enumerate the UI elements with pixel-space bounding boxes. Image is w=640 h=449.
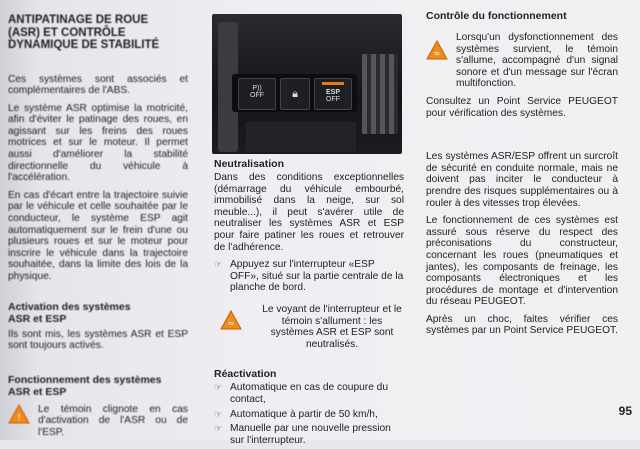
reactivation-bullet-2 (214, 409, 404, 421)
esp-warning-triangle-icon (220, 310, 242, 330)
title-line-2: (ASR) ET CONTRÔLE (8, 26, 126, 39)
pointing-hand-icon: ☞ (214, 259, 223, 270)
reactivation-bullet-text: Manuelle par une nouvelle pression sur l'interrupteur. (230, 423, 391, 446)
reactivation-bullet-text: Automatique en cas de coupure du contact, (230, 382, 389, 405)
right-column (426, 10, 618, 343)
esp-warning-triangle-icon (426, 40, 448, 60)
parking-button-label: OFF (250, 92, 264, 99)
pointing-hand-icon: ☞ (214, 408, 223, 419)
lock-button (280, 78, 310, 110)
esp-button-sublabel: OFF (326, 96, 340, 103)
control-consult-text: Consultez un Point Service PEUGEOT pour vérification des systèmes. (426, 95, 618, 119)
right-para-2: Le fonctionnement de ces systèmes est assuré sous réserve du respect des préconisations du constructeur, concernant les roues (pneumatiques et jantes), les composants de freinage, les composants électroniques et les procédures de montage et d'intervention du réseau PEUGEOT. (426, 215, 618, 308)
dashboard-switch-photo (212, 14, 402, 154)
left-para-3: En cas d'écart entre la trajectoire suivie par le véhicule et celle souhaitée par le conducteur, le système ESP agit automatiquement sur le frein d'une ou plusieurs roues et sur le moteur pour inscrire le véhicule dans la trajectoire souhaitée, dans la limite des lois de la physique. (8, 189, 188, 282)
control-warning (426, 32, 618, 96)
activation-title-line-1: Activation des systèmes (8, 300, 131, 313)
activation-title-line-2: ASR et ESP (8, 312, 67, 325)
left-column (8, 14, 188, 445)
spacer (426, 125, 618, 151)
neutralisation-warning-text: Le voyant de l'interrupteur et le témoin s'allument : les systèmes ASR et ESP sont neutralisés. (262, 303, 402, 350)
esp-lamp (322, 82, 344, 85)
reactivation-bullet-text: Automatique à partir de 50 km/h, (230, 408, 378, 420)
reactivation-bullet-1 (214, 382, 404, 405)
middle-column (214, 158, 404, 449)
left-para-2: Le système ASR optimise la motricité, afin d'éviter le patinage des roues, en agissant sur les freins des roues motrices et sur le moteur. Il permet aussi d'améliorer la stabilité directionnelle du véhicule à l'accélération. (8, 102, 188, 184)
esp-off-button (314, 78, 352, 110)
svg-text:≈: ≈ (433, 49, 441, 58)
reactivation-bullet-3 (214, 423, 404, 446)
reactivation-title: Réactivation (214, 368, 277, 381)
neutralisation-title: Neutralisation (214, 158, 285, 170)
right-para-1: Les systèmes ASR/ESP offrent un surcroît de sécurité en conduite normale, mais ne doivent pas inciter le conducteur à prendre des risques supplémentaires ou à rouler à des vitesses trop élevées. (426, 151, 618, 209)
svg-text:≈: ≈ (227, 318, 235, 328)
title-line-1: ANTIPATINAGE DE ROUE (8, 14, 149, 26)
pointing-hand-icon: ☞ (214, 423, 223, 434)
lock-icon: 🔒︎ (292, 88, 298, 100)
neutralisation-bullet (214, 259, 404, 294)
activation-title (8, 301, 188, 325)
functioning-title (8, 374, 188, 398)
neutralisation-warning (214, 304, 404, 356)
activation-text: Ils sont mis, les systèmes ASR et ESP sont toujours activés. (8, 328, 188, 352)
control-warning-text: Lorsqu'un dysfonctionnement des systèmes survient, le témoin s'allume, accompagné d'un signal sonore et d'un message sur l'écran multifonction. (456, 32, 618, 90)
page-number: 95 (618, 404, 632, 418)
title-line-3: DYNAMIQUE DE STABILITÉ (8, 39, 160, 51)
neutralisation-bullet-text: Appuyez sur l'interrupteur «ESP OFF», situé sur la partie centrale de la planche de bord. (230, 259, 404, 294)
left-para-1: Ces systèmes sont associés et complémentaires de l'ABS. (8, 73, 188, 97)
functioning-title-line-1: Fonctionnement des systèmes (8, 373, 162, 386)
parking-sensor-button (238, 78, 276, 110)
air-vent (362, 54, 398, 134)
functioning-title-line-2: ASR et ESP (8, 385, 67, 398)
section-title (8, 14, 188, 52)
functioning-warning (8, 404, 188, 445)
esp-button-label: ESP (325, 89, 340, 96)
neutralisation-text: Dans des conditions exceptionnelles (démarrage du véhicule embourbé, immobilisé dans la neige, sur sol meuble...), il peut s'avérer utile de neutraliser les systèmes ASR et ESP pour faire patiner les roues et retrouver de l'adhérence. (214, 172, 404, 253)
warning-triangle-icon (8, 404, 30, 424)
functioning-text: Le témoin clignote en cas d'activation de l'ASR ou de l'ESP. (38, 403, 188, 438)
parking-icon: P)) (252, 85, 262, 92)
pointing-hand-icon: ☞ (214, 382, 223, 393)
right-para-3: Après un choc, faites vérifier ces systèmes par un Point Service PEUGEOT. (426, 313, 618, 337)
control-title: Contrôle du fonctionnement (426, 10, 567, 22)
svg-text:!: ! (17, 412, 21, 423)
panel-lower-trim (246, 122, 356, 152)
